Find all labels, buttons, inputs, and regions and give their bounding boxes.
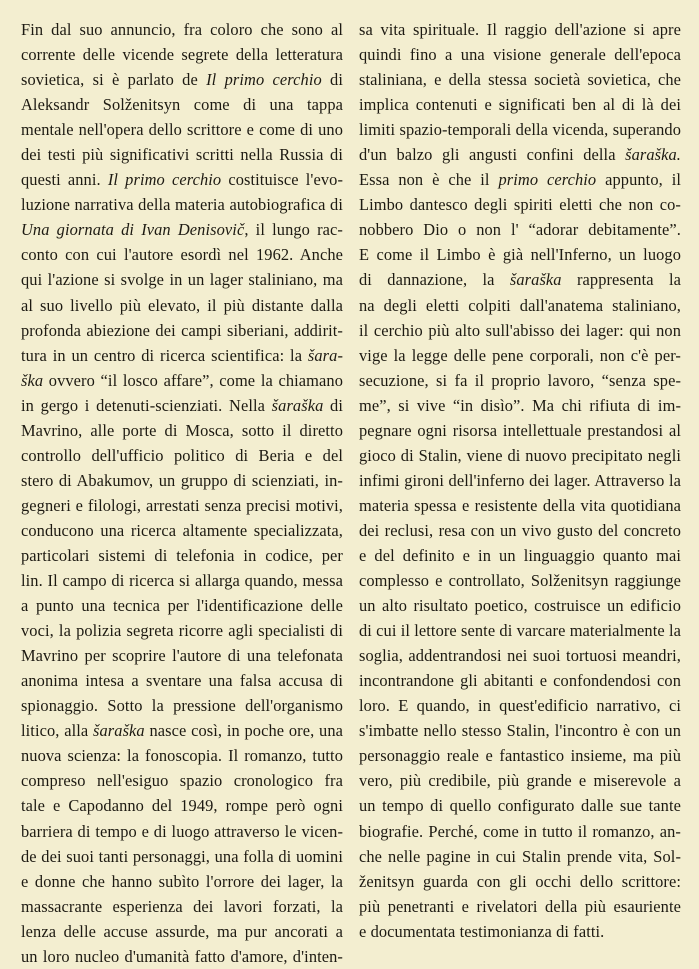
text-segment: conducono una ricerca altamente specializzata, [21, 520, 343, 540]
text-segment: vero, più credibile, più grande e miserevole a [359, 771, 681, 791]
text-line [21, 418, 343, 443]
text-line [359, 117, 681, 142]
text-segment: al suo livello più elevato, il più distante dalla [21, 295, 343, 315]
text-segment: gegneri e filologi, arrestati senza precisi motivi, [21, 495, 343, 515]
left-text-column [21, 17, 343, 969]
text-segment: vige la legge delle pene corporali, non c'è per- [359, 345, 681, 365]
text-segment: s'imbatte nello stesso Stalin, l'incontro è con un [359, 721, 681, 741]
text-segment: infimi gironi dell'inferno dei lager. Attraverso la [359, 470, 681, 490]
text-segment: profonda abiezione dei campi siberiani, addirit- [21, 320, 343, 340]
text-segment: ženitsyn guarda con gli occhi dello scrittore: [359, 871, 681, 891]
text-line [359, 543, 681, 568]
italic-segment: šaraška [509, 270, 562, 290]
italic-segment: Il primo cerchio [206, 70, 322, 90]
italic-segment: Il primo cerchio [107, 170, 222, 190]
text-segment: d'un balzo gli angusti confini della [359, 145, 626, 165]
text-line [21, 743, 343, 768]
text-segment: tura in un centro di ricerca scientifica: la [21, 345, 308, 365]
text-segment: dei reclusi, resa con un vivo gusto del concreto [359, 520, 681, 540]
text-line [359, 318, 681, 343]
right-text-column [359, 17, 681, 944]
text-line [359, 293, 681, 318]
text-segment: dei testi più significativi scritti nella Russia di [21, 145, 343, 165]
text-line [21, 17, 343, 42]
text-line [359, 192, 681, 217]
text-line [359, 568, 681, 593]
text-segment: soglia, addentrandosi nei suoi tortuosi meandri, [359, 646, 681, 666]
text-segment: voci, la polizia segreta ricorre agli specialisti di [21, 621, 343, 641]
text-segment: E come il Limbo è già nell'Inferno, un luogo [359, 245, 681, 265]
text-segment: in gergo i detenuti-scienziati. Nella [21, 395, 272, 415]
text-line [359, 919, 681, 944]
text-line [21, 944, 343, 969]
text-segment: pegnare ogni risorsa intellettuale prestandosi al [359, 420, 681, 440]
text-segment: quindi fino a una visione generale dell'epoca [359, 45, 681, 65]
text-segment: secuzione, si fa il proprio lavoro, “senza spe- [359, 370, 681, 390]
text-line [21, 618, 343, 643]
text-line [21, 793, 343, 818]
text-segment: luzione narrativa della materia autobiografica di [21, 195, 343, 215]
text-segment: mentale nell'opera dello scrittore e come di uno [21, 120, 343, 140]
text-segment: controllo dell'ufficio politico di Beria e del [21, 445, 343, 465]
text-segment: anonima intesa a sventare una falsa accusa di [21, 671, 343, 691]
text-segment: nobbero Dio o non l' “adorar debitamente”. [359, 220, 681, 240]
text-segment: limiti spazio-temporali della vicenda, superando [359, 120, 681, 140]
text-line [359, 869, 681, 894]
text-segment: Mavrino per scoprire l'autore di una telefonata [21, 646, 343, 666]
text-segment: stero di Abakumov, un gruppo di scienziati, in- [21, 470, 343, 490]
italic-segment: šara- [307, 345, 343, 365]
text-segment: di cui il lettore sente di varcare materialmente la [359, 621, 681, 641]
text-line [21, 919, 343, 944]
text-line [359, 844, 681, 869]
text-segment: implica contenuti e significati ben al di là dei [359, 95, 681, 115]
text-line [21, 142, 343, 167]
text-line [21, 242, 343, 267]
text-segment: litico, alla [21, 721, 94, 741]
text-segment: me”, si vive “in disìo”. Ma chi rifiuta di im- [359, 395, 681, 415]
text-segment: un loro nucleo d'umanità fatto d'amore, d'inten- [21, 946, 343, 966]
text-segment: Essa non è che il [359, 170, 499, 190]
text-segment: di [323, 395, 343, 415]
italic-segment: šaraška [271, 395, 324, 415]
italic-segment: Una giornata di Ivan Denisovič [21, 220, 245, 240]
text-line [359, 518, 681, 543]
text-line [21, 518, 343, 543]
text-line [359, 643, 681, 668]
text-line [359, 142, 681, 167]
text-line [21, 869, 343, 894]
text-segment: più penetranti e rivelatori della più esauriente [359, 896, 681, 916]
text-line [359, 17, 681, 42]
text-line [21, 593, 343, 618]
text-segment: lin. Il campo di ricerca si allarga quando, messa [21, 571, 343, 591]
italic-segment: šaraška. [625, 145, 681, 165]
text-line [359, 343, 681, 368]
text-line [21, 267, 343, 292]
text-segment: ovvero “il losco affare”, come la chiamano [43, 370, 343, 390]
text-line [21, 819, 343, 844]
text-segment: costituisce l'evo- [221, 170, 343, 190]
text-segment: sa vita spirituale. Il raggio dell'azione si apre [359, 20, 681, 39]
text-line [21, 92, 343, 117]
text-segment: gioco di Stalin, viene di nuovo precipitato negli [359, 445, 681, 465]
text-line [359, 593, 681, 618]
text-line [359, 493, 681, 518]
text-line [359, 67, 681, 92]
text-line [359, 42, 681, 67]
text-segment: massacrante esperienza dei lavori forzati, la [21, 896, 343, 916]
text-line [21, 117, 343, 142]
text-line [21, 668, 343, 693]
text-segment: che nelle pagine in cui Stalin prende vita, Sol- [359, 846, 681, 866]
text-line [359, 368, 681, 393]
text-line [359, 418, 681, 443]
text-segment: e donne che hanno subìto l'orrore dei lager, la [21, 871, 343, 891]
text-segment: lenza delle accuse assurde, ma pur ancorati a [21, 921, 343, 941]
text-segment: incontrandone gli abitanti e confondendosi con [359, 671, 681, 691]
text-segment: staliniana, e della stessa società sovietica, che [359, 70, 681, 90]
text-segment: appunto, il [596, 170, 681, 190]
text-segment: conto con cui l'autore esordì nel 1962. Anche [21, 245, 343, 265]
text-line [21, 693, 343, 718]
text-line [359, 217, 681, 242]
text-line [21, 293, 343, 318]
text-line [21, 894, 343, 919]
text-line [359, 618, 681, 643]
text-line [21, 42, 343, 67]
text-line [21, 768, 343, 793]
text-segment: nuova scienza: la fonoscopia. Il romanzo, tutto [21, 746, 343, 766]
text-segment: rappresenta la [576, 270, 681, 290]
text-line [21, 443, 343, 468]
text-segment: de dei suoi tanti personaggi, una folla di uomini [21, 846, 343, 866]
text-segment: , il lungo rac- [244, 220, 343, 240]
text-line [359, 668, 681, 693]
text-segment: qui l'azione si svolge in un lager staliniano, ma [21, 270, 343, 290]
text-segment: a punto una tecnica per l'identificazione delle [21, 596, 343, 616]
text-line [21, 167, 343, 192]
text-line [359, 819, 681, 844]
text-line [359, 167, 681, 192]
text-line [21, 393, 343, 418]
text-segment: questi anni. [21, 170, 108, 190]
text-segment: di dannazione, la [359, 270, 510, 290]
text-segment: biografie. Perché, come in tutto il romanzo, an- [359, 821, 681, 841]
text-segment: compreso nell'esiguo spazio cronologico fra [21, 771, 343, 791]
text-line [21, 67, 343, 92]
text-line [359, 793, 681, 818]
text-segment: Aleksandr Solženitsyn come di una tappa [21, 95, 343, 115]
italic-segment: šaraška [93, 721, 145, 741]
text-line [21, 493, 343, 518]
text-line [21, 368, 343, 393]
text-line [359, 443, 681, 468]
text-line [21, 192, 343, 217]
text-line [21, 718, 343, 743]
text-line [21, 543, 343, 568]
text-line [359, 468, 681, 493]
text-segment: personaggio reale e fantastico insieme, ma più [359, 746, 681, 766]
text-segment: corrente delle vicende segrete della letteratura [21, 45, 343, 65]
text-segment: loro. E quando, in quest'edificio narrativo, ci [359, 696, 681, 716]
text-segment: il cerchio più alto sull'abisso dei lager: qui non [359, 320, 681, 340]
text-line [21, 643, 343, 668]
text-segment: Limbo dantesco degli spiriti eletti che non co- [359, 195, 681, 215]
text-segment: barriera di tempo e di luogo attraverso le vicen- [21, 821, 343, 841]
text-line [21, 568, 343, 593]
text-segment: particolari sistemi di telefonia in codice, per [21, 545, 343, 565]
text-segment: tale e Capodanno del 1949, rompe però ogni [21, 796, 343, 816]
text-line [359, 242, 681, 267]
text-segment: complesso e controllato, Solženitsyn raggiunge [359, 571, 681, 591]
text-line [359, 393, 681, 418]
text-line [359, 92, 681, 117]
text-line [359, 693, 681, 718]
italic-segment: ška [21, 370, 44, 390]
text-line [21, 844, 343, 869]
text-segment: e del definito e in un linguaggio quanto mai [359, 545, 681, 565]
text-segment: e documentata testimonianza di fatti. [359, 921, 605, 941]
text-line [359, 743, 681, 768]
text-line [359, 768, 681, 793]
text-segment: un tempo di quello configurato dalle sue tante [359, 796, 681, 816]
text-segment: sovietica, si è parlato de [21, 70, 207, 90]
text-line [21, 217, 343, 242]
text-line [359, 894, 681, 919]
text-line [21, 343, 343, 368]
text-line [359, 267, 681, 292]
text-segment: un alto risultato poetico, costruisce un edificio [359, 596, 681, 616]
text-segment: nasce così, in poche ore, una [144, 721, 343, 741]
text-segment: na degli eletti colpiti dall'anatema staliniano, [359, 295, 681, 315]
text-segment: Mavrino, alle porte di Mosca, sotto il diretto [21, 420, 343, 440]
text-segment: di [321, 70, 343, 90]
italic-segment: primo cerchio [498, 170, 597, 190]
text-line [21, 468, 343, 493]
text-line [359, 718, 681, 743]
text-segment: Fin dal suo annuncio, fra coloro che sono al [21, 20, 343, 39]
text-line [21, 318, 343, 343]
text-segment: spionaggio. Sotto la pressione dell'organismo [21, 696, 343, 716]
text-segment: materia spessa e resistente della vita quotidiana [359, 495, 681, 515]
